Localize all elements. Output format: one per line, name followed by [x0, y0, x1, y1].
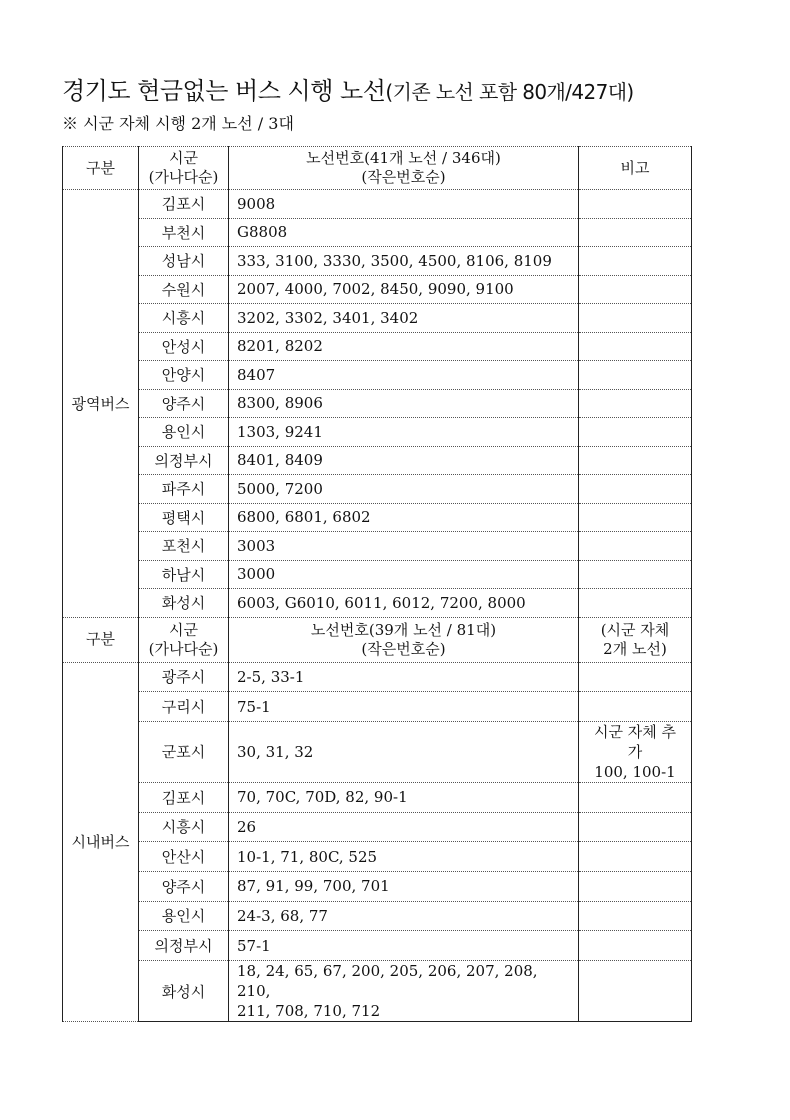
table-row	[63, 692, 692, 722]
table-row	[63, 332, 692, 361]
header-city: 시군 (가나다순)	[139, 617, 229, 662]
remark-cell: 시군 자체 추가 100, 100-1	[579, 721, 692, 782]
city-cell: 안성시	[139, 332, 229, 361]
remark-cell	[579, 842, 692, 872]
city-cell: 의정부시	[139, 931, 229, 961]
remark-cell	[579, 304, 692, 333]
routes-cell: 8300, 8906	[229, 389, 579, 418]
city-cell: 부천시	[139, 218, 229, 247]
remark-cell	[579, 812, 692, 842]
table-row	[63, 662, 692, 692]
remark-cell	[579, 389, 692, 418]
table-row	[63, 812, 692, 842]
remark-cell	[579, 275, 692, 304]
city-cell: 평택시	[139, 503, 229, 532]
remark-cell	[579, 931, 692, 961]
routes-cell: 8407	[229, 361, 579, 390]
remark-cell	[579, 190, 692, 219]
table-header-row	[63, 617, 692, 662]
routes-cell: G8808	[229, 218, 579, 247]
city-cell: 구리시	[139, 692, 229, 722]
routes-cell: 6003, G6010, 6011, 6012, 7200, 8000	[229, 589, 579, 618]
header-city: 시군 (가나다순)	[139, 147, 229, 190]
city-cell: 광주시	[139, 662, 229, 692]
title-sub: (기존 노선 포함 80개/427대)	[385, 80, 634, 104]
header-remarks: (시군 자체 2개 노선)	[579, 617, 692, 662]
table-row	[63, 361, 692, 390]
category-cell: 시내버스	[63, 662, 139, 1022]
table-row	[63, 275, 692, 304]
category-cell: 광역버스	[63, 190, 139, 618]
city-cell: 시흥시	[139, 812, 229, 842]
remark-cell	[579, 247, 692, 276]
table-row	[63, 475, 692, 504]
routes-cell: 3000	[229, 560, 579, 589]
city-cell: 화성시	[139, 589, 229, 618]
table-row	[63, 782, 692, 812]
remark-cell	[579, 782, 692, 812]
remark-cell	[579, 662, 692, 692]
routes-cell: 9008	[229, 190, 579, 219]
routes-cell: 333, 3100, 3330, 3500, 4500, 8106, 8109	[229, 247, 579, 276]
table-row	[63, 389, 692, 418]
remark-cell	[579, 589, 692, 618]
header-routes: 노선번호(39개 노선 / 81대) (작은번호순)	[229, 617, 579, 662]
city-cell: 안양시	[139, 361, 229, 390]
table-row	[63, 842, 692, 872]
remark-cell	[579, 218, 692, 247]
city-cell: 김포시	[139, 782, 229, 812]
routes-cell: 6800, 6801, 6802	[229, 503, 579, 532]
routes-cell: 1303, 9241	[229, 418, 579, 447]
remark-cell	[579, 901, 692, 931]
table-header-row	[63, 147, 692, 190]
routes-cell: 24-3, 68, 77	[229, 901, 579, 931]
remark-cell	[579, 446, 692, 475]
header-remarks: 비고	[579, 147, 692, 190]
city-cell: 성남시	[139, 247, 229, 276]
city-cell: 화성시	[139, 961, 229, 1022]
remark-cell	[579, 961, 692, 1022]
table-row	[63, 532, 692, 561]
routes-cell: 5000, 7200	[229, 475, 579, 504]
routes-cell: 57-1	[229, 931, 579, 961]
header-category: 구분	[63, 617, 139, 662]
city-cell: 양주시	[139, 871, 229, 901]
remark-cell	[579, 532, 692, 561]
remark-cell	[579, 871, 692, 901]
routes-cell: 30, 31, 32	[229, 721, 579, 782]
table-row	[63, 190, 692, 219]
remark-cell	[579, 503, 692, 532]
city-cell: 양주시	[139, 389, 229, 418]
document-title	[62, 76, 634, 107]
routes-cell: 3003	[229, 532, 579, 561]
routes-cell: 3202, 3302, 3401, 3402	[229, 304, 579, 333]
routes-table	[62, 146, 692, 1022]
remark-cell	[579, 692, 692, 722]
city-cell: 용인시	[139, 418, 229, 447]
table-row	[63, 218, 692, 247]
city-cell: 하남시	[139, 560, 229, 589]
table-row	[63, 589, 692, 618]
city-cell: 의정부시	[139, 446, 229, 475]
routes-cell: 75-1	[229, 692, 579, 722]
city-cell: 안산시	[139, 842, 229, 872]
header-routes: 노선번호(41개 노선 / 346대) (작은번호순)	[229, 147, 579, 190]
routes-cell: 26	[229, 812, 579, 842]
routes-cell: 8401, 8409	[229, 446, 579, 475]
city-cell: 파주시	[139, 475, 229, 504]
table-row	[63, 871, 692, 901]
table-row	[63, 560, 692, 589]
table-row	[63, 503, 692, 532]
routes-cell: 2-5, 33-1	[229, 662, 579, 692]
table-row	[63, 446, 692, 475]
city-cell: 용인시	[139, 901, 229, 931]
remark-cell	[579, 560, 692, 589]
table-row	[63, 304, 692, 333]
table-row	[63, 961, 692, 1022]
title-main: 경기도 현금없는 버스 시행 노선	[62, 77, 386, 105]
routes-cell: 87, 91, 99, 700, 701	[229, 871, 579, 901]
city-cell: 시흥시	[139, 304, 229, 333]
routes-cell: 10-1, 71, 80C, 525	[229, 842, 579, 872]
routes-cell: 18, 24, 65, 67, 200, 205, 206, 207, 208, 210, 211, 708, 710, 712	[229, 961, 579, 1022]
table-row	[63, 931, 692, 961]
table-row	[63, 247, 692, 276]
header-category: 구분	[63, 147, 139, 190]
remark-cell	[579, 475, 692, 504]
remark-cell	[579, 418, 692, 447]
remark-cell	[579, 361, 692, 390]
city-cell: 김포시	[139, 190, 229, 219]
routes-cell: 70, 70C, 70D, 82, 90-1	[229, 782, 579, 812]
routes-cell: 2007, 4000, 7002, 8450, 9090, 9100	[229, 275, 579, 304]
note-line: ※ 시군 자체 시행 2개 노선 / 3대	[62, 114, 294, 133]
city-cell: 수원시	[139, 275, 229, 304]
routes-cell: 8201, 8202	[229, 332, 579, 361]
table-row	[63, 901, 692, 931]
city-cell: 포천시	[139, 532, 229, 561]
table-row	[63, 418, 692, 447]
table-row	[63, 721, 692, 782]
remark-cell	[579, 332, 692, 361]
city-cell: 군포시	[139, 721, 229, 782]
